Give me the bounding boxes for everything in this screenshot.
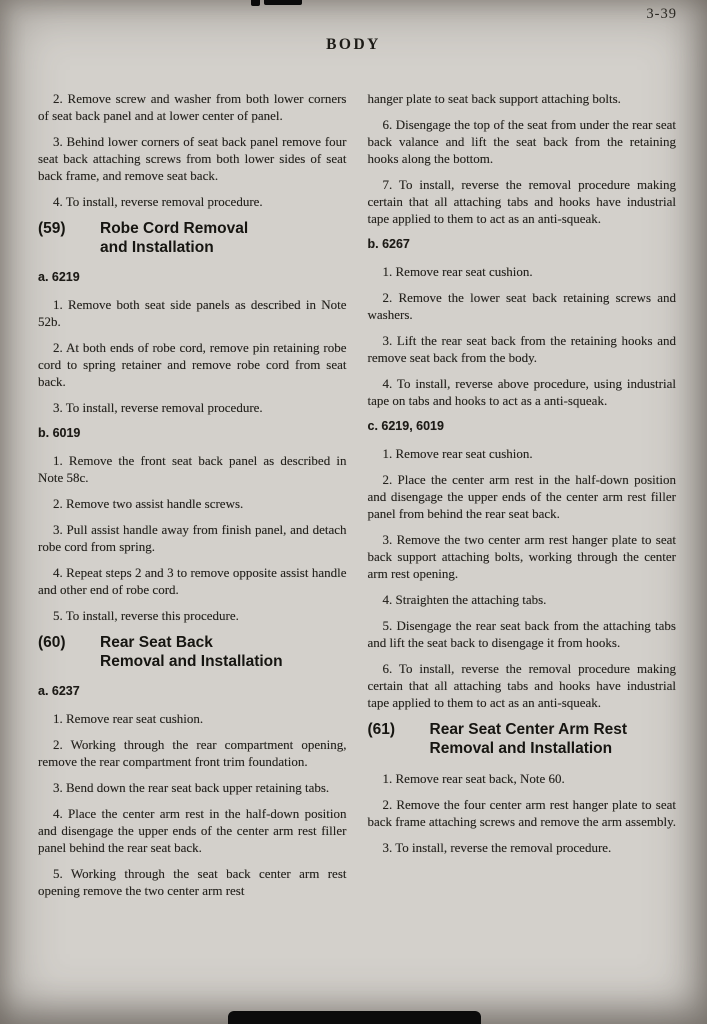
step-paragraph: 6. To install, reverse the removal procedure making certain that all attaching tabs and hooks have industrial tape applied to them to act as an anti-squeak. — [367, 661, 676, 710]
step-paragraph: 1. Remove the front seat back panel as described in Note 58c. — [38, 453, 347, 485]
step-paragraph: 6. Disengage the top of the seat from under the rear seat back valance and lift the seat back from the retaining hooks along the bottom. — [367, 117, 676, 166]
step-paragraph: 4. To install, reverse above procedure, using industrial tape on tabs and hooks to act as a anti-squeak. — [367, 376, 676, 408]
text-columns — [38, 90, 676, 908]
scan-artifact-top-bar — [264, 0, 302, 5]
step-paragraph: 2. Working through the rear compartment opening, remove the rear compartment front trim foundation. — [38, 737, 347, 769]
step-paragraph: 7. To install, reverse the removal procedure making certain that all attaching tabs and hooks have industrial tape applied to them to act as an anti-squeak. — [367, 177, 676, 226]
section-title — [430, 720, 628, 758]
section-title-line: Robe Cord Removal — [100, 220, 249, 237]
right-column — [368, 90, 677, 908]
page-title: BODY — [326, 36, 381, 53]
subsection-heading: a. 6219 — [38, 270, 80, 284]
step-paragraph: 5. Working through the seat back center arm rest opening remove the two center arm rest — [38, 866, 347, 898]
section-title-line: Rear Seat Back — [100, 634, 213, 651]
step-paragraph: 3. Pull assist handle away from finish panel, and detach robe cord from spring. — [38, 522, 347, 554]
subsection-heading: b. 6267 — [367, 237, 410, 251]
step-paragraph: 3. Behind lower corners of seat back panel remove four seat back attaching screws from both lower sides of seat back frame, and remove seat back. — [38, 134, 347, 183]
step-paragraph: 2. At both ends of robe cord, remove pin retaining robe cord to spring retainer and remove robe cord from seat back. — [38, 340, 347, 389]
page-number: 3-39 — [646, 6, 677, 22]
section-heading-61 — [368, 720, 677, 758]
step-paragraph: 3. Bend down the rear seat back upper retaining tabs. — [53, 780, 330, 795]
step-paragraph: 2. Remove screw and washer from both lower corners of seat back panel and at lower center of panel. — [38, 91, 347, 123]
section-title-line: Rear Seat Center Arm Rest — [429, 721, 628, 738]
section-number: (60) — [38, 634, 66, 651]
subsection-heading: c. 6219, 6019 — [367, 419, 444, 433]
step-paragraph: 4. Place the center arm rest in the half-down position and disengage the upper ends of the center arm rest filler panel behind the rear seat back. — [38, 806, 347, 855]
section-title-line: Removal and Installation — [429, 740, 613, 757]
step-paragraph: 3. To install, reverse the removal procedure. — [382, 840, 612, 855]
step-paragraph: 5. To install, reverse this procedure. — [53, 608, 239, 623]
section-number: (61) — [367, 721, 396, 738]
section-title — [100, 219, 248, 257]
scan-artifact-top-small — [251, 0, 260, 6]
step-paragraph: 4. To install, reverse removal procedure. — [53, 194, 263, 209]
step-paragraph: 1. Remove rear seat cushion. — [53, 711, 204, 726]
left-column — [38, 90, 347, 908]
section-heading-60 — [38, 633, 347, 671]
step-paragraph: 3. Lift the rear seat back from the retaining hooks and remove seat back from the body. — [367, 333, 676, 365]
subsection-heading: a. 6237 — [38, 684, 80, 698]
step-paragraph: 4. Straighten the attaching tabs. — [382, 592, 547, 607]
section-title — [100, 633, 283, 671]
step-paragraph: 2. Place the center arm rest in the half-down position and disengage the upper ends of the center arm rest filler panel from behind the rear seat back. — [367, 472, 676, 521]
section-title-line: and Installation — [100, 239, 214, 256]
step-paragraph: 3. To install, reverse removal procedure. — [53, 400, 263, 415]
subsection-heading: b. 6019 — [38, 426, 81, 440]
continuation-paragraph: hanger plate to seat back support attaching bolts. — [367, 91, 621, 106]
scan-artifact-bottom-bar — [228, 1011, 481, 1024]
step-paragraph: 1. Remove rear seat cushion. — [382, 264, 533, 279]
section-number: (59) — [38, 220, 66, 237]
step-paragraph: 4. Repeat steps 2 and 3 to remove opposite assist handle and other end of robe cord. — [38, 565, 347, 597]
step-paragraph: 2. Remove the four center arm rest hanger plate to seat back frame attaching screws and remove the arm assembly. — [367, 797, 677, 829]
step-paragraph: 5. Disengage the rear seat back from the attaching tabs and lift the seat back to disengage it from hooks. — [367, 618, 676, 650]
step-paragraph: 1. Remove rear seat cushion. — [382, 446, 533, 461]
step-paragraph: 1. Remove rear seat back, Note 60. — [382, 771, 565, 786]
section-heading-59 — [38, 219, 347, 257]
section-title-line: Removal and Installation — [100, 653, 283, 670]
step-paragraph: 2. Remove two assist handle screws. — [53, 496, 244, 511]
step-paragraph: 1. Remove both seat side panels as described in Note 52b. — [38, 297, 347, 329]
step-paragraph: 3. Remove the two center arm rest hanger plate to seat back support attaching bolts, working through the center arm rest opening. — [367, 532, 676, 581]
step-paragraph: 2. Remove the lower seat back retaining screws and washers. — [367, 290, 676, 322]
